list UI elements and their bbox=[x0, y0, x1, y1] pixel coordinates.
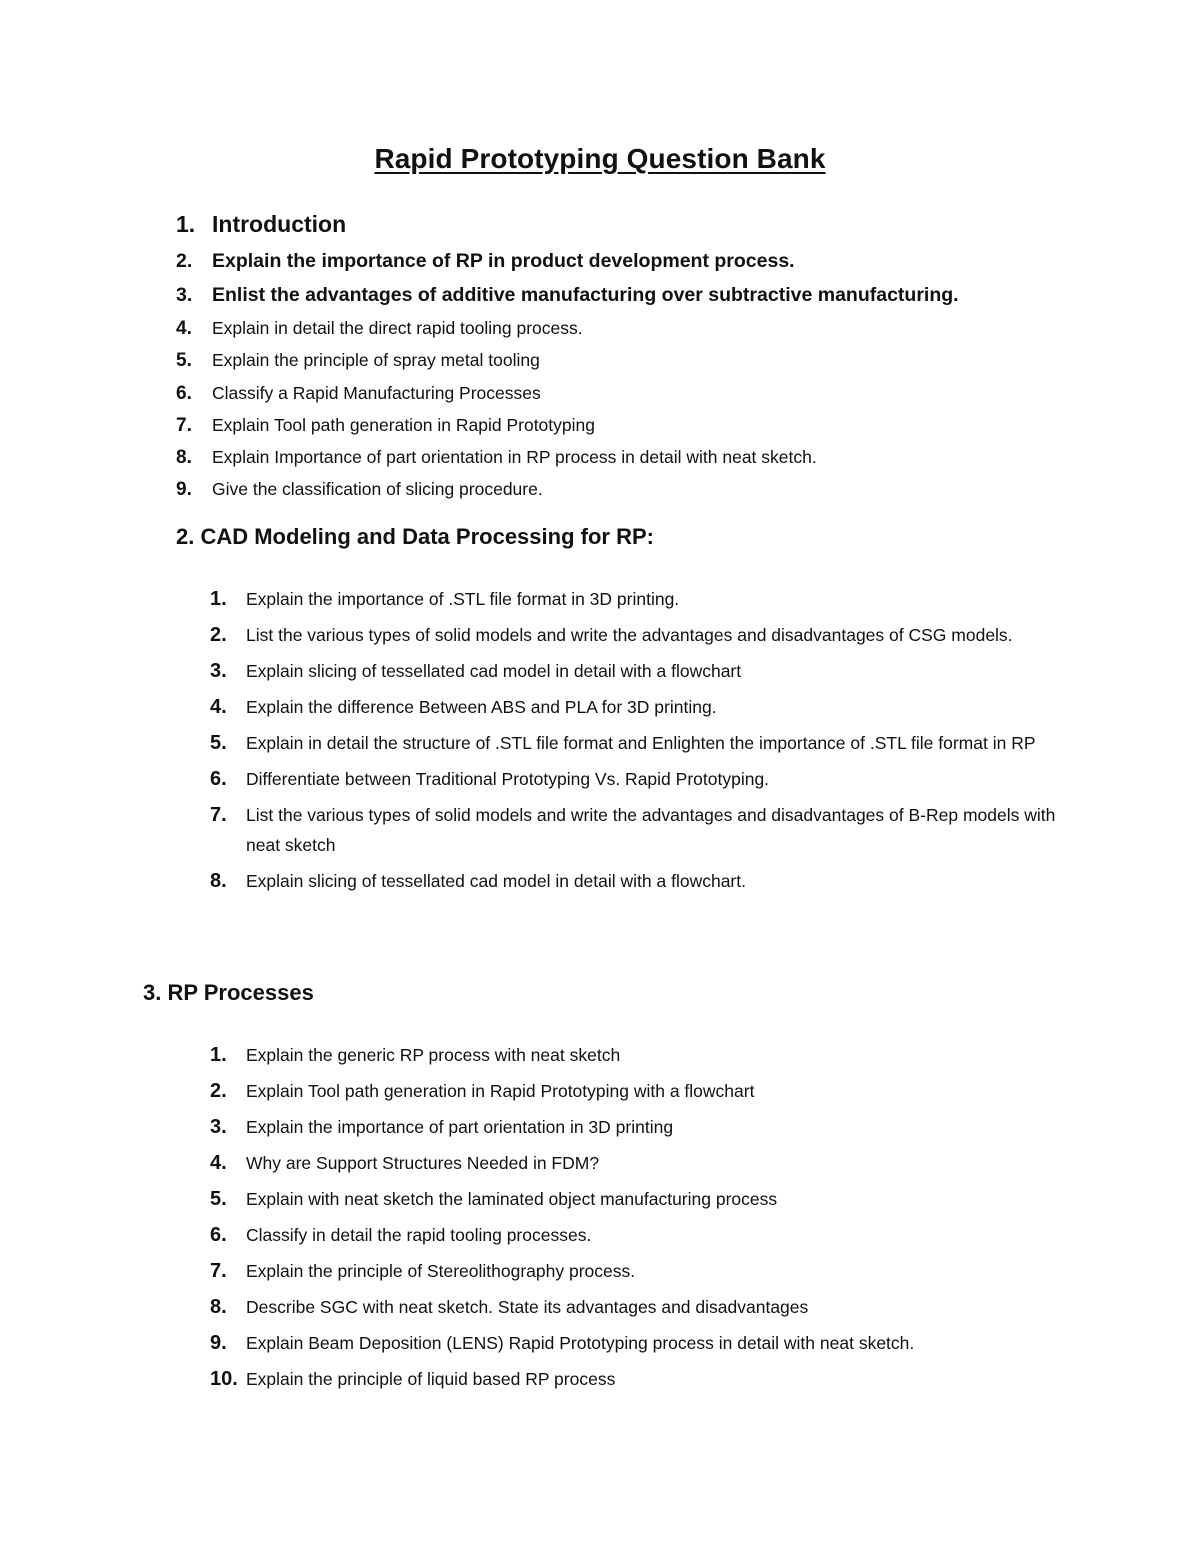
list-item bbox=[176, 312, 1126, 344]
section-2-list bbox=[210, 584, 1090, 902]
list-item bbox=[210, 1076, 1090, 1106]
list-item bbox=[176, 377, 1126, 409]
section-2-heading: 2. CAD Modeling and Data Processing for RP: bbox=[176, 524, 654, 549]
item-number: 6. bbox=[176, 382, 192, 404]
list-item bbox=[210, 1292, 1090, 1322]
item-number: 9. bbox=[176, 479, 192, 501]
item-number: 6. bbox=[210, 768, 227, 790]
item-text: Explain the importance of part orientation in 3D printing bbox=[246, 1117, 674, 1137]
section-3-heading: 3. RP Processes bbox=[143, 980, 314, 1005]
item-text: Why are Support Structures Needed in FDM? bbox=[246, 1153, 600, 1173]
section-1-list bbox=[176, 205, 1126, 506]
list-item bbox=[210, 764, 1090, 794]
list-item bbox=[176, 245, 1126, 278]
item-number: 8. bbox=[176, 447, 192, 469]
list-item bbox=[176, 344, 1126, 376]
list-item bbox=[176, 441, 1126, 473]
list-item bbox=[210, 1184, 1090, 1214]
item-number: 1. bbox=[210, 1044, 227, 1066]
list-item bbox=[210, 692, 1090, 722]
item-number: 5. bbox=[176, 350, 192, 372]
item-text: Explain the principle of Stereolithography process. bbox=[246, 1261, 636, 1281]
item-text: Explain the importance of .STL file format in 3D printing. bbox=[246, 589, 680, 609]
item-text: Explain in detail the direct rapid tooling process. bbox=[212, 318, 583, 338]
page-title: Rapid Prototyping Question Bank bbox=[374, 143, 826, 174]
list-item bbox=[210, 1040, 1090, 1070]
item-text: Explain Importance of part orientation in RP process in detail with neat sketch. bbox=[212, 447, 817, 468]
list-item bbox=[210, 728, 1090, 758]
item-number: 2. bbox=[210, 624, 227, 646]
item-number: 4. bbox=[176, 318, 192, 339]
item-text: Give the classification of slicing procedure. bbox=[212, 479, 543, 500]
list-item bbox=[210, 1256, 1090, 1286]
item-text: Explain Beam Deposition (LENS) Rapid Prototyping process in detail with neat sketch. bbox=[246, 1333, 915, 1353]
item-number: 3. bbox=[210, 660, 227, 682]
item-number: 8. bbox=[210, 1296, 227, 1318]
item-text: Describe SGC with neat sketch. State its advantages and disadvantages bbox=[246, 1297, 809, 1317]
item-number: 9. bbox=[210, 1332, 227, 1354]
item-number: 5. bbox=[210, 732, 227, 754]
item-text: Explain Tool path generation in Rapid Prototyping with a flowchart bbox=[246, 1081, 755, 1101]
item-text: Enlist the advantages of additive manufacturing over subtractive manufacturing. bbox=[212, 284, 959, 306]
item-text: Explain the importance of RP in product development process. bbox=[212, 250, 795, 272]
item-number: 8. bbox=[210, 870, 227, 892]
item-text: Classify a Rapid Manufacturing Processes bbox=[212, 382, 541, 403]
item-text: Explain the principle of spray metal tooling bbox=[212, 350, 540, 371]
item-number: 4. bbox=[210, 1152, 227, 1174]
item-text: Explain slicing of tessellated cad model in detail with a flowchart bbox=[246, 661, 742, 681]
item-text: Explain in detail the structure of .STL file format and Enlighten the importance of .STL file format in RP bbox=[246, 733, 1036, 753]
item-number: 2. bbox=[176, 250, 193, 272]
item-number: 1. bbox=[176, 211, 196, 237]
item-text: Classify in detail the rapid tooling processes. bbox=[246, 1225, 592, 1245]
list-item bbox=[210, 620, 1090, 650]
list-item bbox=[176, 205, 1126, 245]
item-number: 5. bbox=[210, 1188, 227, 1210]
list-item bbox=[210, 800, 1090, 860]
list-item bbox=[210, 1364, 1090, 1394]
item-number: 2. bbox=[210, 1080, 227, 1102]
item-number: 3. bbox=[210, 1116, 227, 1138]
item-number: 1. bbox=[210, 588, 227, 610]
item-number: 10. bbox=[210, 1368, 238, 1390]
item-number: 6. bbox=[210, 1224, 227, 1246]
item-text: List the various types of solid models and write the advantages and disadvantages of B-Rep models with neat sketch bbox=[246, 805, 1056, 855]
list-item bbox=[210, 656, 1090, 686]
list-item bbox=[176, 473, 1126, 505]
section-3-list bbox=[210, 1040, 1090, 1400]
list-item bbox=[210, 1220, 1090, 1250]
item-number: 3. bbox=[176, 284, 193, 306]
item-number: 7. bbox=[210, 804, 227, 826]
list-item bbox=[210, 1112, 1090, 1142]
item-number: 7. bbox=[210, 1260, 227, 1282]
item-text: Explain Tool path generation in Rapid Prototyping bbox=[212, 414, 595, 435]
item-text: Explain with neat sketch the laminated object manufacturing process bbox=[246, 1189, 778, 1209]
item-number: 4. bbox=[210, 696, 227, 718]
item-text: Introduction bbox=[212, 211, 347, 237]
list-item bbox=[210, 1328, 1090, 1358]
item-text: Explain the generic RP process with neat sketch bbox=[246, 1045, 621, 1065]
list-item bbox=[210, 866, 1090, 896]
list-item bbox=[210, 584, 1090, 614]
item-text: Explain the principle of liquid based RP process bbox=[246, 1369, 616, 1389]
list-item bbox=[176, 278, 1126, 312]
item-number: 7. bbox=[176, 414, 192, 436]
item-text: Differentiate between Traditional Prototyping Vs. Rapid Prototyping. bbox=[246, 769, 770, 789]
item-text: Explain slicing of tessellated cad model in detail with a flowchart. bbox=[246, 871, 746, 891]
item-text: List the various types of solid models and write the advantages and disadvantages of CSG models. bbox=[246, 625, 1013, 645]
list-item bbox=[210, 1148, 1090, 1178]
list-item bbox=[176, 409, 1126, 441]
item-text: Explain the difference Between ABS and PLA for 3D printing. bbox=[246, 697, 717, 717]
